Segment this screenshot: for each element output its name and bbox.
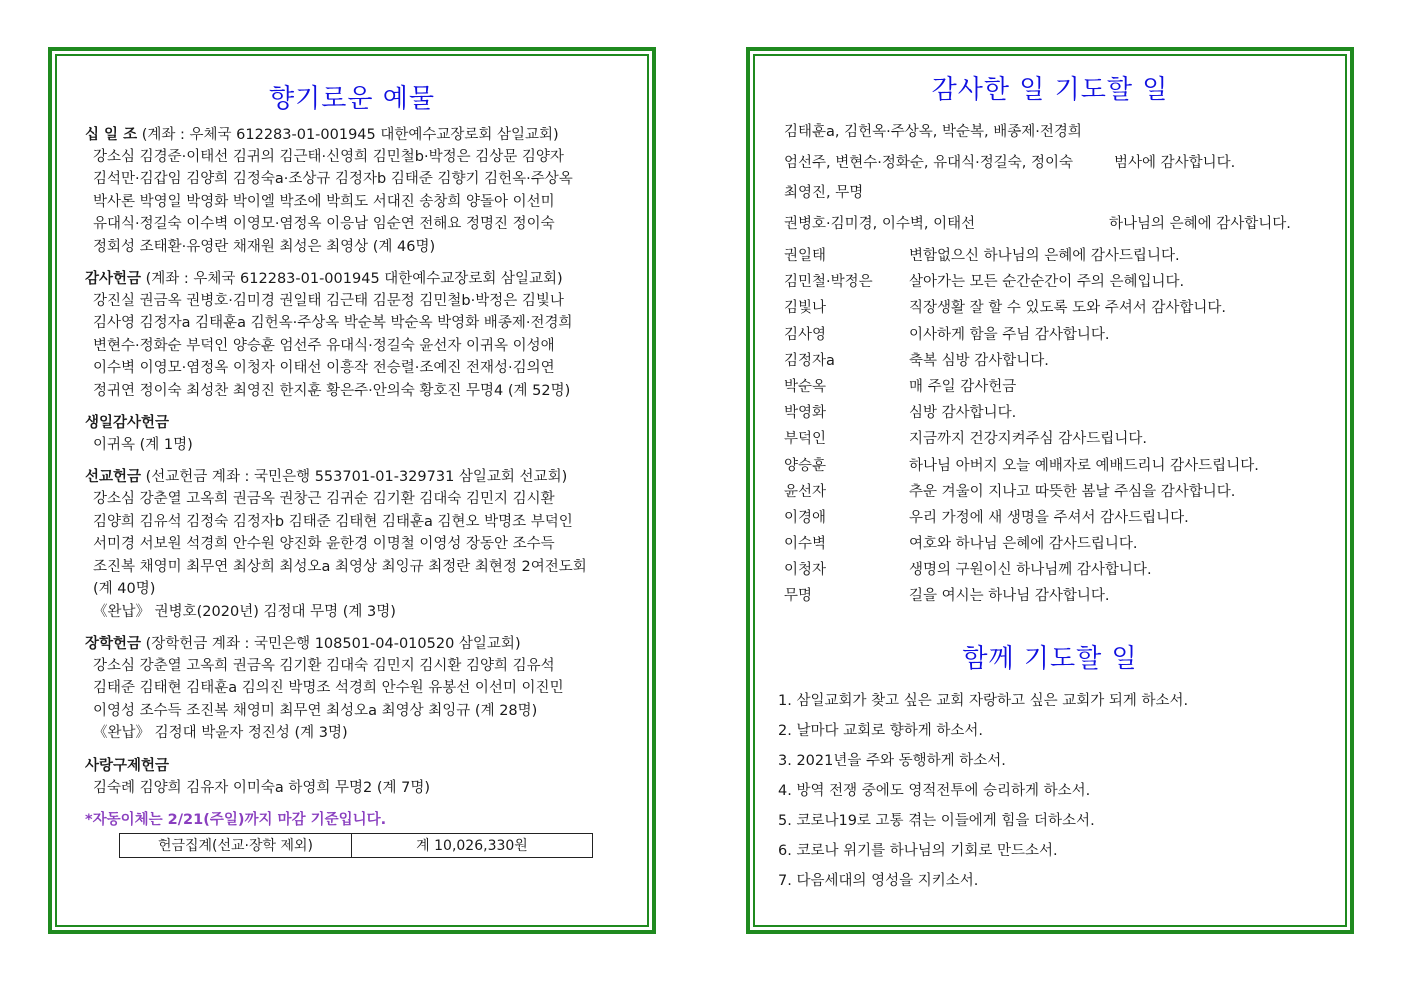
thanks-name: 김사영 <box>784 326 827 343</box>
names-line: 김양희 김유석 김정숙 김정자b 김태준 김태현 김태훈a 김현오 박명조 부덕인 <box>93 513 573 530</box>
names-line: 김사영 김정자a 김태훈a 김헌옥·주상옥 박순복 박순옥 박영화 배종제·전경희 <box>93 315 573 332</box>
names-line: 이수벽 이영모·염정옥 이청자 이태선 이흥작 전승렬·조예진 전재성·김의연 <box>93 360 555 377</box>
general-thanks-message: 범사에 감사합니다. <box>1114 154 1236 171</box>
general-thanks-line <box>784 209 1324 240</box>
offering-total-table <box>119 833 593 858</box>
section-account: (계좌 : 우체국 612283-01-001945 대한예수교장로회 삼일교회) <box>137 127 559 143</box>
total-label: 헌금집계(선교·장학 제외) <box>120 833 352 857</box>
names-line: 강소심 강춘열 고옥희 권금옥 김기환 김대숙 김민지 김시환 김양희 김유석 <box>93 657 555 674</box>
thanks-row <box>784 269 1324 295</box>
names-line: 변현수·정화순 부덕인 양승훈 엄선주 유대식·정길숙 윤선자 이귀옥 이성애 <box>93 337 555 354</box>
prayer-item: 5. 코로나19로 고통 겪는 이들에게 힘을 더하소서. <box>778 813 1095 829</box>
thanks-message: 생명의 구원이신 하나님께 감사합니다. <box>909 562 1152 579</box>
prayer-item: 1. 삼일교회가 찾고 싶은 교회 자랑하고 싶은 교회가 되게 하소서. <box>778 693 1189 709</box>
thanks-row <box>784 453 1324 479</box>
section-thanks-offering <box>85 268 630 402</box>
names-line: 유대식·정길숙 이수벽 이영모·염정옥 이응남 임순연 전해요 정명진 정이숙 <box>93 216 555 233</box>
names-line: 강진실 권금옥 권병호·김미경 권일태 김근태 김문정 김민철b·박정은 김빛나 <box>93 293 564 310</box>
names-line: 김태준 김태현 김태훈a 김의진 박명조 석경희 안수원 유봉선 이선미 이진민 <box>93 680 564 697</box>
thanks-message: 변함없으신 하나님의 은혜에 감사드립니다. <box>909 248 1180 264</box>
section-account: (장학헌금 계좌 : 국민은행 108501-04-010520 삼일교회) <box>141 635 521 652</box>
section-heading <box>85 268 630 290</box>
names-line: 김석만·김갑임 김양희 김정숙a·조상규 김정자b 김태준 김향기 김헌옥·주상옥 <box>93 171 573 188</box>
prayer-item: 2. 날마다 교회로 향하게 하소서. <box>778 723 983 739</box>
offerings-panel <box>48 47 656 934</box>
thanks-row <box>784 479 1324 505</box>
thanks-message: 길을 여시는 하나님 감사합니다. <box>909 588 1110 605</box>
offerings-title: 향기로운 예물 <box>269 84 435 114</box>
section-name: 십 일 조 <box>85 127 138 143</box>
section-tithe <box>85 124 630 258</box>
thanks-name: 이수벽 <box>784 536 827 553</box>
names-line: 이귀옥 (계 1명) <box>93 437 193 454</box>
names-line: 정회성 조태환·유영란 채재원 최성은 최영상 (계 46명) <box>93 238 436 255</box>
thanks-name: 김민철·박정은 <box>784 274 873 291</box>
thanks-message: 지금까지 건강지켜주심 감사드립니다. <box>909 431 1147 448</box>
names-line: 《완납》 권병호(2020년) 김정대 무명 (계 3명) <box>93 603 396 620</box>
general-thanks-names: 엄선주, 변현수·정화순, 유대식·정길숙, 정이숙 <box>784 154 1073 171</box>
names-line: 박사론 박영일 박영화 박이엘 박조에 박희도 서대진 송창희 양돌아 이선미 <box>93 193 555 210</box>
names-line: (계 40명) <box>93 581 156 598</box>
thanks-name: 윤선자 <box>784 483 827 500</box>
names-list <box>85 777 630 799</box>
offerings-content <box>85 124 630 858</box>
names-line: 서미경 서보원 석경희 안수원 양진화 윤한경 이명철 이영성 장동안 조수득 <box>93 536 555 553</box>
thanks-name: 박순옥 <box>784 378 827 395</box>
names-line: 조진복 채영미 최무연 최상희 최성오a 최영상 최잉규 최정란 최현정 2여전도회 <box>93 558 587 575</box>
section-heading <box>85 466 630 488</box>
names-line: 정귀연 정이숙 최성찬 최영진 한지훈 황은주·안의숙 황호진 무명4 (계 52명) <box>93 382 571 399</box>
general-thanks-line <box>784 148 1324 179</box>
thanks-row <box>784 583 1324 609</box>
thanks-message: 직장생활 잘 할 수 있도록 도와 주셔서 감사합니다. <box>909 300 1227 317</box>
prayer-item: 4. 방역 전쟁 중에도 영적전투에 승리하게 하소서. <box>778 783 1091 799</box>
section-name: 장학헌금 <box>85 635 142 652</box>
thanks-message: 축복 심방 감사합니다. <box>909 352 1049 369</box>
thanks-name: 김빛나 <box>784 300 827 317</box>
names-list <box>85 434 630 456</box>
names-list <box>85 488 630 622</box>
prayer-list <box>778 686 1328 896</box>
thanks-name: 무명 <box>784 588 813 605</box>
names-line: 《완납》 김정대 박윤자 정진성 (계 3명) <box>93 725 348 742</box>
auto-transfer-note: *자동이체는 2/21(주일)까지 마감 기준입니다. <box>85 811 387 828</box>
general-thanks-list <box>784 117 1324 239</box>
thanks-message: 추운 겨울이 지나고 따뜻한 봄날 주심을 감사합니다. <box>909 483 1236 500</box>
thanks-message: 우리 가정에 새 생명을 주셔서 감사드립니다. <box>909 509 1189 526</box>
names-line: 김숙례 김양희 김유자 이미숙a 하영희 무명2 (계 7명) <box>93 779 431 796</box>
section-name: 선교헌금 <box>85 469 142 486</box>
names-list <box>85 146 630 258</box>
thanks-row <box>784 322 1324 348</box>
prayer-item: 7. 다음세대의 영성을 지키소서. <box>778 873 979 889</box>
section-heading <box>85 755 630 777</box>
section-name: 생일감사헌금 <box>85 415 170 432</box>
general-thanks-message: 하나님의 은혜에 감사합니다. <box>1109 215 1291 232</box>
section-name: 사랑구제헌금 <box>85 757 170 774</box>
thanks-message: 이사하게 함을 주님 감사합니다. <box>909 326 1110 343</box>
section-heading <box>85 633 630 655</box>
general-thanks-names: 김태훈a, 김헌옥·주상옥, 박순복, 배종제·전경희 <box>784 124 1082 140</box>
section-account: (선교헌금 계좌 : 국민은행 553701-01-329731 삼일교회 선교회) <box>141 469 568 486</box>
names-list <box>85 290 630 402</box>
thanks-message: 심방 감사합니다. <box>909 405 1017 422</box>
thanks-row <box>784 531 1324 557</box>
general-thanks-line <box>784 178 1324 209</box>
thanks-message: 하나님 아버지 오늘 예배자로 예배드리니 감사드립니다. <box>909 457 1259 474</box>
section-mission-offering <box>85 466 630 622</box>
thanks-name: 김정자a <box>784 352 835 369</box>
section-birthday-offering <box>85 412 630 456</box>
thanks-title: 감사한 일 기도할 일 <box>931 75 1169 105</box>
general-thanks-names: 권병호·김미경, 이수벽, 이태선 <box>784 215 976 232</box>
thanks-message: 매 주일 감사헌금 <box>909 378 1017 395</box>
thanks-name: 양승훈 <box>784 457 827 474</box>
thanks-name: 박영화 <box>784 405 827 422</box>
general-thanks-line <box>784 117 1324 148</box>
thanks-name: 권일태 <box>784 248 827 264</box>
section-relief-offering <box>85 755 630 799</box>
thanks-row <box>784 557 1324 583</box>
names-line: 이영성 조수득 조진복 채영미 최무연 최성오a 최영상 최잉규 (계 28명) <box>93 702 538 719</box>
thanks-name: 이청자 <box>784 562 827 579</box>
thanks-row <box>784 348 1324 374</box>
total-value: 계 10,026,330원 <box>352 833 593 857</box>
prayer-title: 함께 기도할 일 <box>962 644 1138 674</box>
section-heading <box>85 412 630 434</box>
names-line: 강소심 김경준·이태선 김귀의 김근태·신영희 김민철b·박정은 김상문 김양자 <box>93 149 564 165</box>
thanks-name: 부덕인 <box>784 431 827 448</box>
section-scholarship-offering <box>85 633 630 745</box>
prayer-item: 3. 2021년을 주와 동행하게 하소서. <box>778 753 1006 769</box>
thanks-row <box>784 505 1324 531</box>
section-account: (계좌 : 우체국 612283-01-001945 대한예수교장로회 삼일교회) <box>141 271 563 288</box>
section-name: 감사헌금 <box>85 271 142 288</box>
thanks-row <box>784 295 1324 321</box>
thanks-row <box>784 243 1324 269</box>
thanks-row <box>784 400 1324 426</box>
thanks-row <box>784 374 1324 400</box>
names-list <box>85 655 630 745</box>
individual-thanks-list <box>784 243 1324 610</box>
general-thanks-names: 최영진, 무명 <box>784 185 864 201</box>
thanks-prayer-panel <box>746 47 1354 934</box>
thanks-name: 이경애 <box>784 509 827 526</box>
thanks-row <box>784 426 1324 452</box>
thanks-message: 살아가는 모든 순간순간이 주의 은혜입니다. <box>909 274 1185 291</box>
names-line: 강소심 강춘열 고옥희 권금옥 권창근 김귀순 김기환 김대숙 김민지 김시환 <box>93 491 555 508</box>
prayer-item: 6. 코로나 위기를 하나님의 기회로 만드소서. <box>778 843 1058 859</box>
section-heading <box>85 124 630 146</box>
thanks-message: 여호와 하나님 은혜에 감사드립니다. <box>909 536 1138 553</box>
